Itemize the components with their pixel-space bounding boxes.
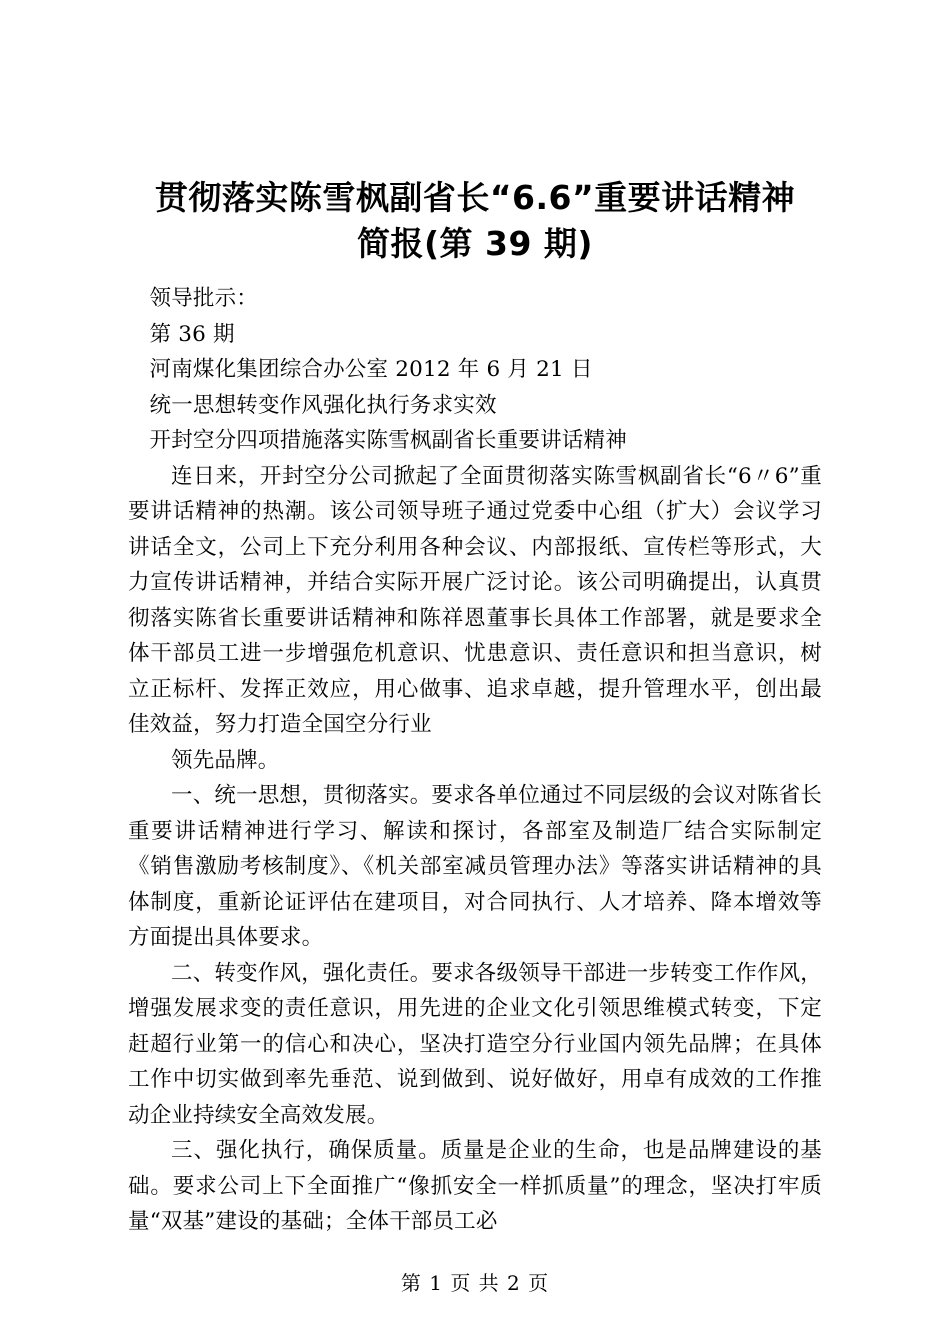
- paragraph: 领先品牌。: [171, 747, 280, 773]
- paragraph: 第 36 期: [149, 321, 235, 347]
- paragraph: 一、统一思想，贯彻落实。要求各单位通过不同层级的会议对陈省长重要讲话精神进行学习、解读和探讨，各部室及制造厂结合实际制定《销售激励考核制度》、《机关部室减员管理办法》等落实讲话精神的具体制度，重新论证评估在建项目，对合同执行、人才培养、降本增效等方面提出具体要求。: [128, 783, 823, 950]
- page-footer: 第 1 页 共 2 页: [400, 1271, 550, 1295]
- paragraph: 二、转变作风，强化责任。要求各级领导干部进一步转变工作作风，增强发展求变的责任意识，用先进的企业文化引领思维模式转变，下定赶超行业第一的信心和决心，坚决打造空分行业国内领先品牌；在具体工作中切实做到率先垂范、说到做到、说好做好，用卓有成效的工作推动企业持续安全高效发展。: [128, 960, 823, 1128]
- document-body: [128, 281, 822, 1240]
- page-title-line-1: 贯彻落实陈雪枫副省长“6.6”重要讲话精神: [154, 178, 796, 217]
- page-title-line-2: 简报(第 39 期): [356, 224, 594, 263]
- paragraph: 河南煤化集团综合办公室 2012 年 6 月 21 日: [149, 357, 593, 382]
- page-title: [128, 175, 822, 267]
- paragraph: 三、强化执行，确保质量。质量是企业的生命，也是品牌建设的基础。要求公司上下全面推广“像抓安全一样抓质量”的理念，坚决打牢质量“双基”建设的基础；全体干部员工必: [128, 1138, 822, 1234]
- paragraph: 开封空分四项措施落实陈雪枫副省长重要讲话精神: [149, 428, 627, 453]
- paragraph: 领导批示：: [149, 286, 259, 311]
- paragraph: 统一思想转变作风强化执行务求实效: [149, 392, 497, 418]
- paragraph: 连日来，开封空分公司掀起了全面贯彻落实陈雪枫副省长“6〃6”重要讲话精神的热潮。该公司领导班子通过党委中心组（扩大）会议学习讲话全文，公司上下充分利用各种会议、内部报纸、宣传栏等形式，大力宣传讲话精神，并结合实际开展广泛讨论。该公司明确提出，认真贯彻落实陈省长重要讲话精神和陈祥恩董事长具体工作部署，就是要求全体干部员工进一步增强危机意识、忧患意识、责任意识和担当意识，树立正标杆、发挥正效应，用心做事、追求卓越，提升管理水平，创出最佳效益，努力打造全国空分行业: [128, 463, 822, 737]
